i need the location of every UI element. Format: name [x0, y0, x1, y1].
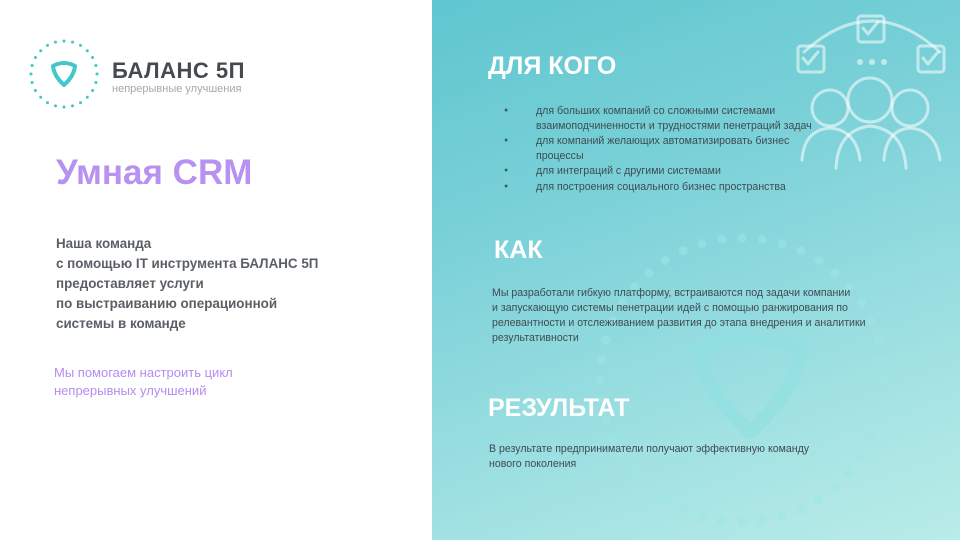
- ring-dot: [778, 512, 787, 521]
- section-heading-who: ДЛЯ КОГО: [488, 52, 617, 80]
- ring-dot: [661, 495, 670, 504]
- how-line: результативности: [492, 332, 579, 344]
- info-panel: [432, 0, 960, 540]
- ring-dot: [845, 469, 854, 478]
- ring-dot: [596, 376, 605, 385]
- ring-dot: [878, 355, 887, 364]
- how-text: [492, 286, 866, 346]
- team-line: предоставляет услуги: [56, 276, 204, 291]
- ring-dot: [874, 416, 883, 425]
- logo-tagline: непрерывные улучшения: [112, 83, 242, 95]
- how-line: и запускающую системы пенетрации идей с помощью ранжирования по: [492, 302, 848, 314]
- ring-dot: [717, 516, 726, 525]
- result-text: [489, 442, 809, 472]
- ring-dot: [867, 435, 876, 444]
- team-line: по выстраиванию операционной: [56, 296, 278, 311]
- ring-dot: [797, 505, 806, 514]
- page-title: Умная CRM: [56, 153, 253, 192]
- logo-shield-icon: [28, 38, 100, 110]
- ring-dot: [880, 376, 889, 385]
- ring-dot: [738, 518, 747, 527]
- list-item: ● для больших компаний со сложными системами взаимоподчиненности и трудностями пенетраций задач: [536, 104, 836, 133]
- ring-dot: [831, 268, 840, 277]
- ring-dot: [814, 256, 823, 265]
- ring-dot: [878, 396, 887, 405]
- ring-dot: [698, 239, 707, 248]
- ring-dot: [717, 235, 726, 244]
- ring-dot: [758, 516, 767, 525]
- section-heading-how: КАК: [494, 236, 543, 264]
- result-line: нового поколения: [489, 458, 577, 470]
- ring-dot: [679, 246, 688, 255]
- team-line: с помощью IT инструмента БАЛАНС 5П: [56, 256, 319, 271]
- ring-dot: [597, 355, 606, 364]
- ring-dot: [758, 235, 767, 244]
- list-item: ● для интеграций с другими системами: [536, 164, 836, 179]
- ring-dot: [645, 268, 654, 277]
- ring-dot: [831, 483, 840, 492]
- ring-dot: [857, 452, 866, 461]
- list-item: ● для компаний желающих автоматизировать бизнес процессы: [536, 134, 836, 163]
- ring-dot: [778, 239, 787, 248]
- ring-dot: [679, 505, 688, 514]
- team-line: Наша команда: [56, 236, 152, 251]
- ring-dot: [661, 256, 670, 265]
- ring-dot: [645, 483, 654, 492]
- ring-dot: [797, 246, 806, 255]
- team-line: системы в команде: [56, 316, 186, 331]
- ring-dot: [874, 336, 883, 345]
- ring-dot: [698, 512, 707, 521]
- how-line: Мы разработали гибкую платформу, встраиваются под задачи компании: [492, 287, 851, 299]
- team-description: [56, 234, 386, 334]
- ring-dot: [738, 234, 747, 243]
- logo: [28, 38, 268, 112]
- list-item: ● для построения социального бизнес пространства: [536, 180, 836, 195]
- help-line: непрерывных улучшений: [54, 383, 207, 398]
- help-line: Мы помогаем настроить цикл: [54, 365, 233, 380]
- logo-name: БАЛАНС 5П: [112, 58, 245, 83]
- help-text: [54, 364, 354, 400]
- how-line: релевантности и отслеживанием развития до этапа внедрения и аналитики: [492, 317, 866, 329]
- who-list: [536, 104, 836, 195]
- result-line: В результате предприниматели получают эффективную команду: [489, 443, 810, 455]
- section-heading-result: РЕЗУЛЬТАТ: [488, 394, 630, 422]
- ring-dot: [814, 495, 823, 504]
- ring-dot: [867, 317, 876, 326]
